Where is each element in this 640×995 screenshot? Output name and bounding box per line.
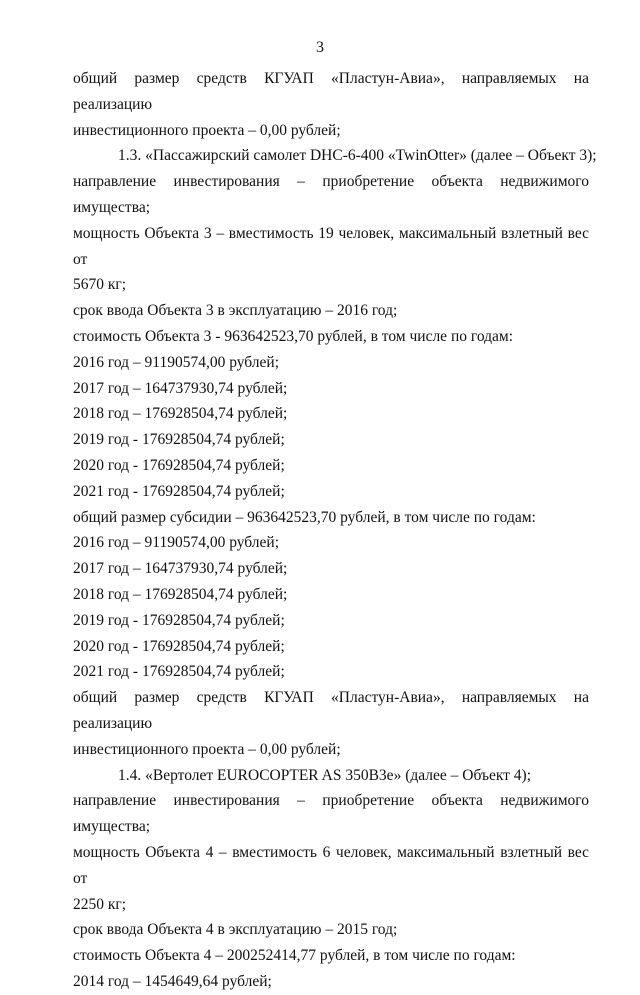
- text-line: общий размер субсидии – 963642523,70 рублей, в том числе по годам:: [73, 508, 536, 526]
- text-line: 2021 год - 176928504,74 рублей;: [73, 482, 285, 500]
- text-line: направление инвестирования – приобретение объекта недвижимого имущества;: [73, 173, 589, 216]
- section-heading-1-4: 1.4. «Вертолет EUROCOPTER AS 350B3e» (далее – Объект 4);: [118, 766, 532, 784]
- text-line: 2017 год – 164737930,74 рублей;: [73, 560, 288, 578]
- text-line: стоимость Объекта 3 - 963642523,70 рублей, в том числе по годам:: [73, 327, 514, 345]
- text-line: 2021 год - 176928504,74 рублей;: [73, 663, 285, 681]
- text-line: 2017 год – 164737930,74 рублей;: [73, 379, 288, 397]
- text-line: 5670 кг;: [73, 276, 127, 294]
- text-line: 2016 год – 91190574,00 рублей;: [73, 534, 280, 552]
- text-line: 2014 год – 1454649,64 рублей;: [73, 972, 272, 990]
- text-line: инвестиционного проекта – 0,00 рублей;: [73, 740, 341, 758]
- document-body: [73, 66, 597, 995]
- section-heading-1-3: 1.3. «Пассажирский самолет DHC-6-400 «TwinOtter» (далее – Объект 3);: [118, 147, 597, 165]
- text-line: 2016 год – 91190574,00 рублей;: [73, 353, 280, 371]
- text-line: 2018 год – 176928504,74 рублей;: [73, 585, 288, 603]
- text-line: мощность Объекта 3 – вместимость 19 человек, максимальный взлетный вес от: [73, 224, 589, 268]
- text-line: 2020 год - 176928504,74 рублей;: [73, 456, 285, 474]
- text-line: 2250 кг;: [73, 895, 127, 913]
- page-number: 3: [316, 39, 324, 56]
- text-line: направление инвестирования – приобретение объекта недвижимого имущества;: [73, 792, 589, 836]
- text-line: общий размер средств КГУАП «Пластун-Авиа», направляемых на реализацию: [73, 70, 589, 113]
- text-line: общий размер средств КГУАП «Пластун-Авиа», направляемых на реализацию: [73, 689, 589, 732]
- text-line: срок ввода Объекта 4 в эксплуатацию – 2015 год;: [73, 921, 398, 939]
- text-line: 2020 год - 176928504,74 рублей;: [73, 637, 285, 655]
- text-line: срок ввода Объекта 3 в эксплуатацию – 2016 год;: [73, 302, 398, 320]
- text-line: мощность Объекта 4 – вместимость 6 человек, максимальный взлетный вес от: [73, 843, 589, 887]
- text-line: стоимость Объекта 4 – 200252414,77 рублей, в том числе по годам:: [73, 947, 516, 965]
- text-line: 2018 год – 176928504,74 рублей;: [73, 405, 288, 423]
- text-line: 2019 год - 176928504,74 рублей;: [73, 431, 285, 449]
- text-line: 2019 год - 176928504,74 рублей;: [73, 611, 285, 629]
- text-line: инвестиционного проекта – 0,00 рублей;: [73, 121, 341, 139]
